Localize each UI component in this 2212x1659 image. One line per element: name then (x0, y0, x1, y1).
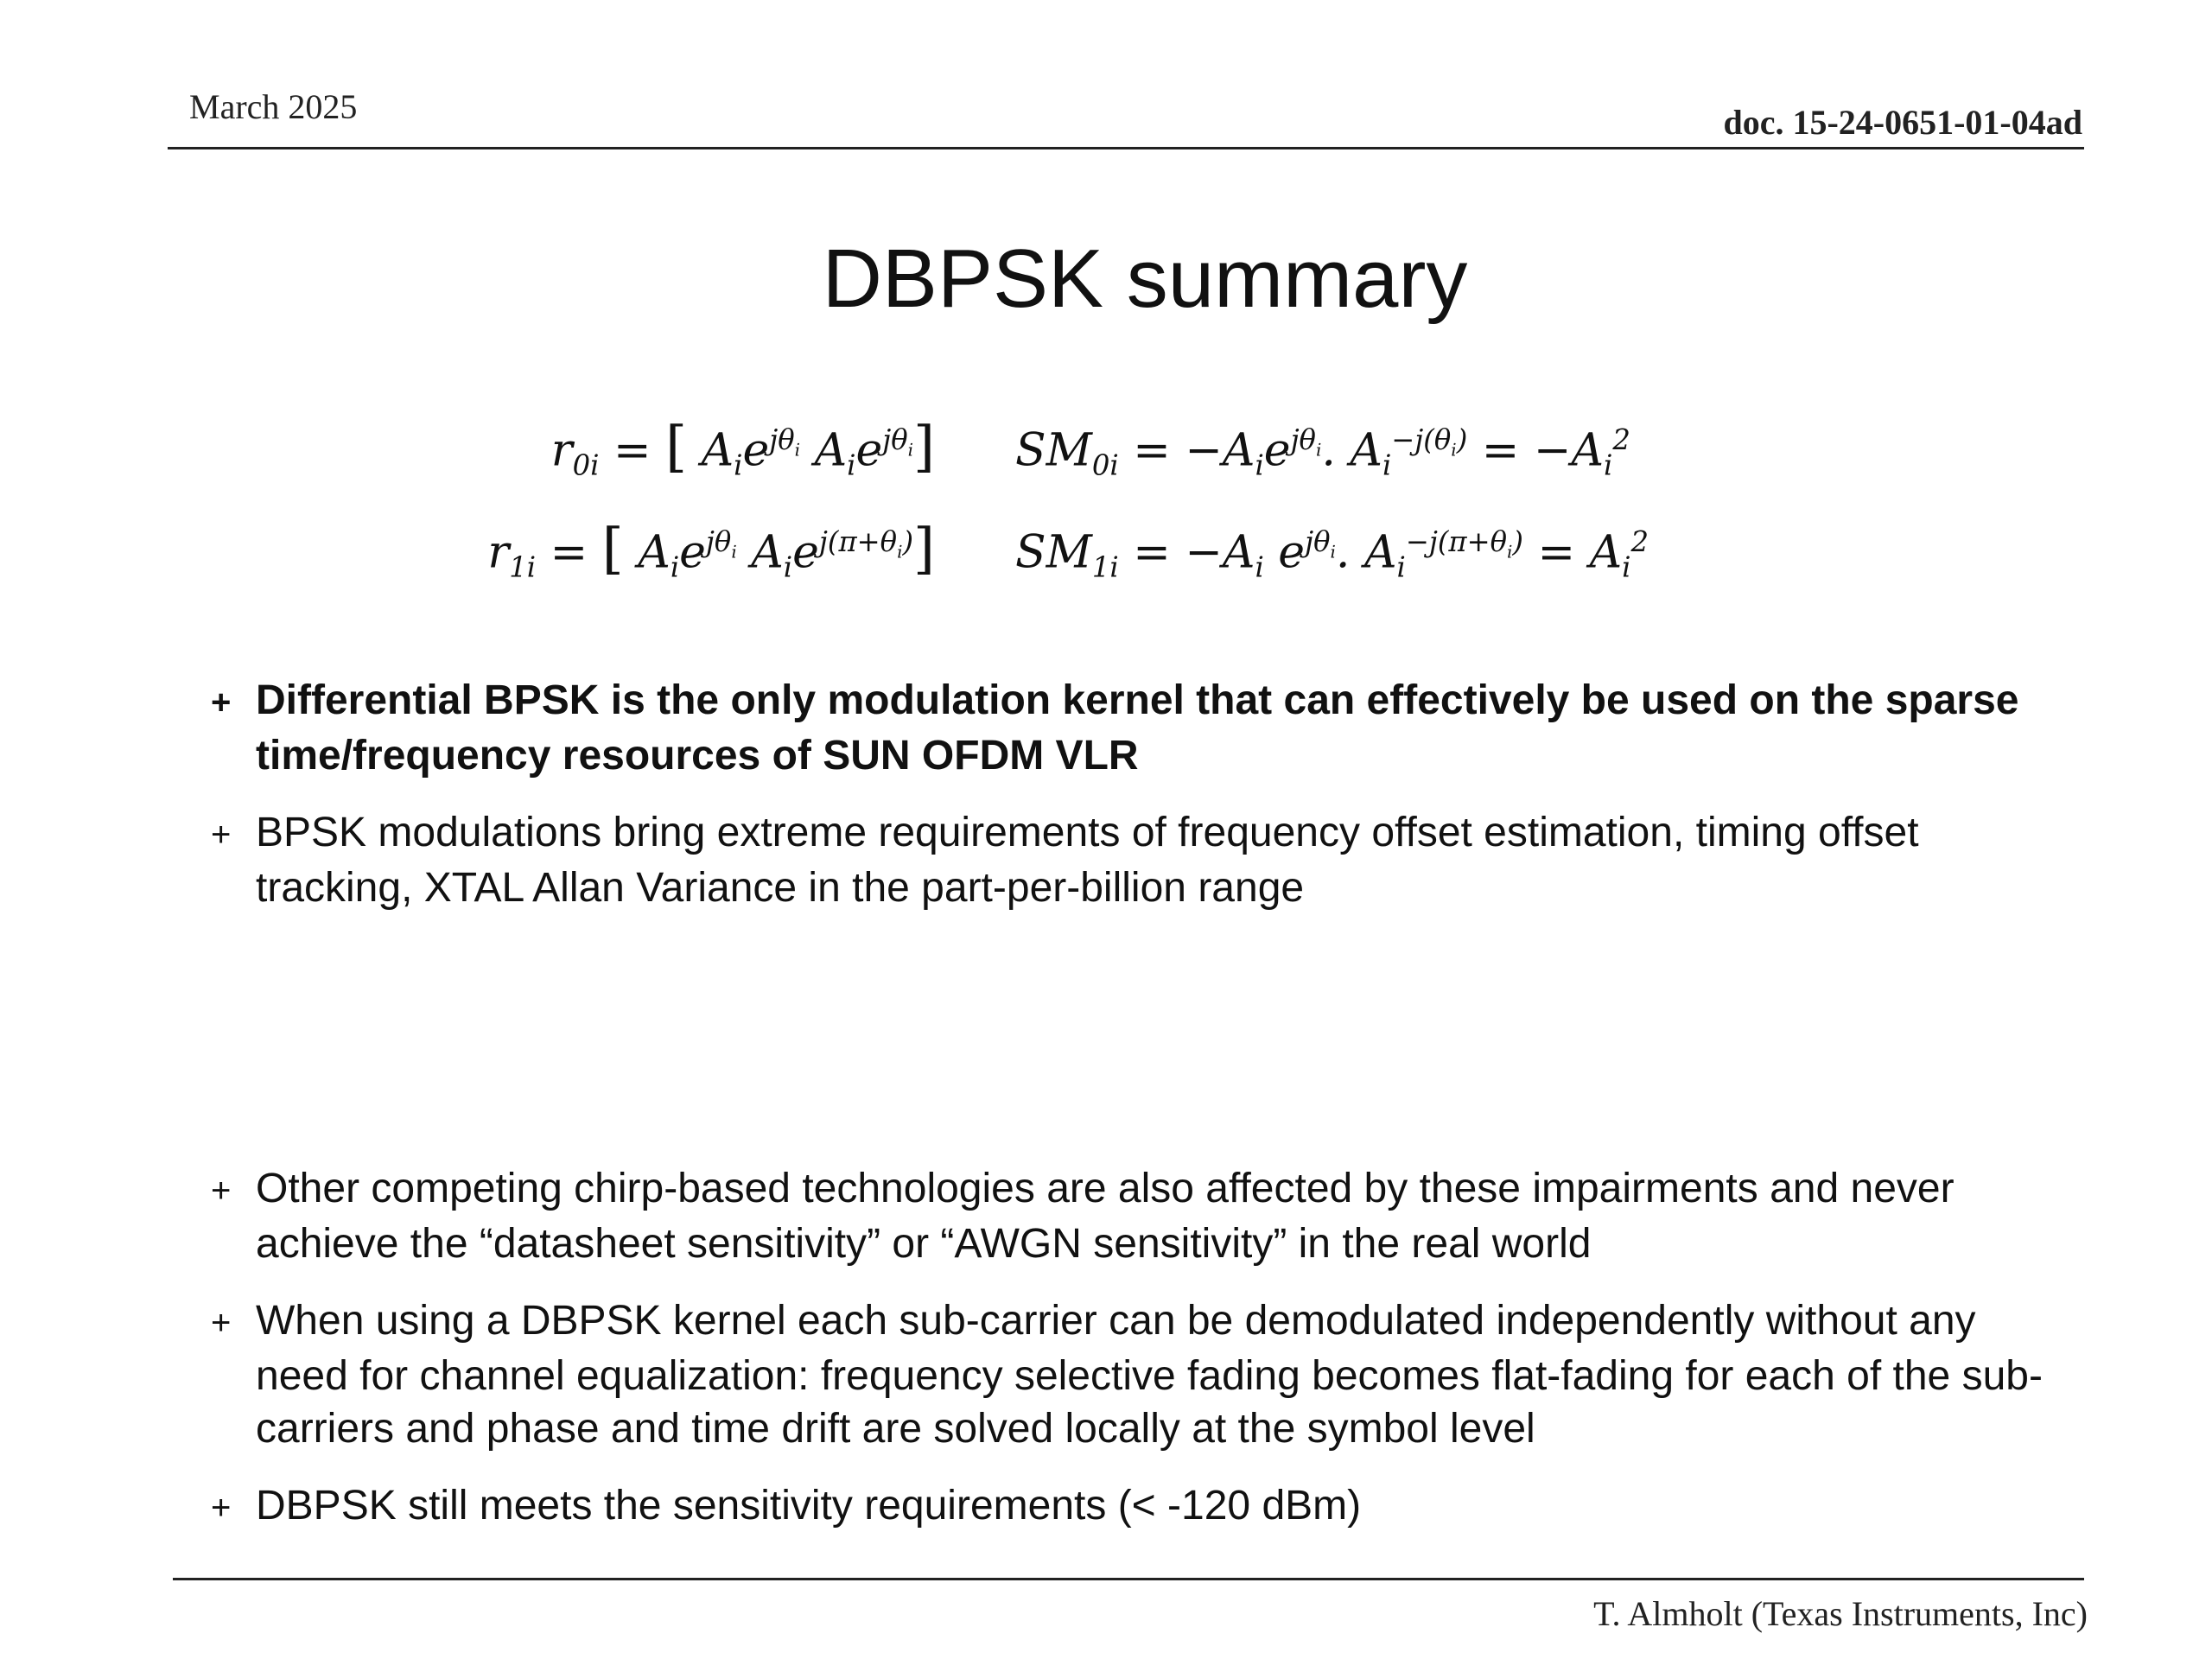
bullet-text: When using a DBPSK kernel each sub-carrier can be demodulated independently without any need for channel equalization: frequency selective fading becomes flat-fading for each of the sub-carriers and phase and time drift are solved locally at the symbol level (256, 1298, 2043, 1452)
bullet-item (169, 674, 2070, 782)
bullet-marker: + (211, 1489, 232, 1527)
bullet-text: Differential BPSK is the only modulation kernel that can effectively be used on the sparse time/frequency resources of SUN OFDM VLR (256, 677, 2019, 779)
footer-author: T. Almholt (Texas Instruments, Inc) (1593, 1594, 2088, 1633)
bullet-list-top (169, 674, 2070, 914)
bullet-item (169, 806, 2070, 914)
bullet-list-bottom (169, 1162, 2070, 1535)
slide-title: DBPSK summary (822, 232, 1468, 325)
bullet-marker: + (211, 1304, 232, 1342)
bullet-marker: + (211, 683, 232, 721)
bullet-marker: + (211, 816, 232, 854)
bullet-item (169, 1294, 2070, 1455)
equation-r1: $r_{1i}$ = [ $A_ie^{j\theta_i}$ $A_ie^{j(\pi+\theta_i)}$] (487, 517, 935, 584)
footer-divider (173, 1578, 2084, 1580)
received-signal-equations (487, 402, 935, 605)
bullet-text: DBPSK still meets the sensitivity requirements (< -120 dBm) (256, 1483, 1362, 1529)
bullet-text: BPSK modulations bring extreme requirements of frequency offset estimation, timing offset tracking, XTAL Allan Variance in the part-per-billion range (256, 810, 1919, 911)
equation-sm0: $SM_{0i} = -A_ie^{j\theta_i}$. $A_i^{-j(\theta_i)} = -A_i^2$ (1015, 423, 1630, 482)
equation-r0: $r_{0i}$ = [ $A_ie^{j\theta_i}$ $A_ie^{j\theta_i}$] (550, 415, 935, 482)
header-divider (168, 147, 2084, 149)
bullet-item (169, 1162, 2070, 1270)
soft-metric-equations (1015, 402, 1649, 605)
bullet-marker: + (211, 1172, 232, 1210)
header-doc-id: doc. 15-24-0651-01-04ad (1723, 103, 2082, 142)
equation-sm1: $SM_{1i} = -A_i$ $e^{j\theta_i}$. $A_i^{-j(\pi+\theta_i)} = A_i^2$ (1015, 524, 1649, 584)
header-date: March 2025 (189, 87, 358, 126)
bullet-text: Other competing chirp-based technologies are also affected by these impairments and never achieve the “datasheet sensitivity” or “AWGN sensitivity” in the real world (256, 1166, 1955, 1267)
bullet-item (169, 1479, 2070, 1535)
